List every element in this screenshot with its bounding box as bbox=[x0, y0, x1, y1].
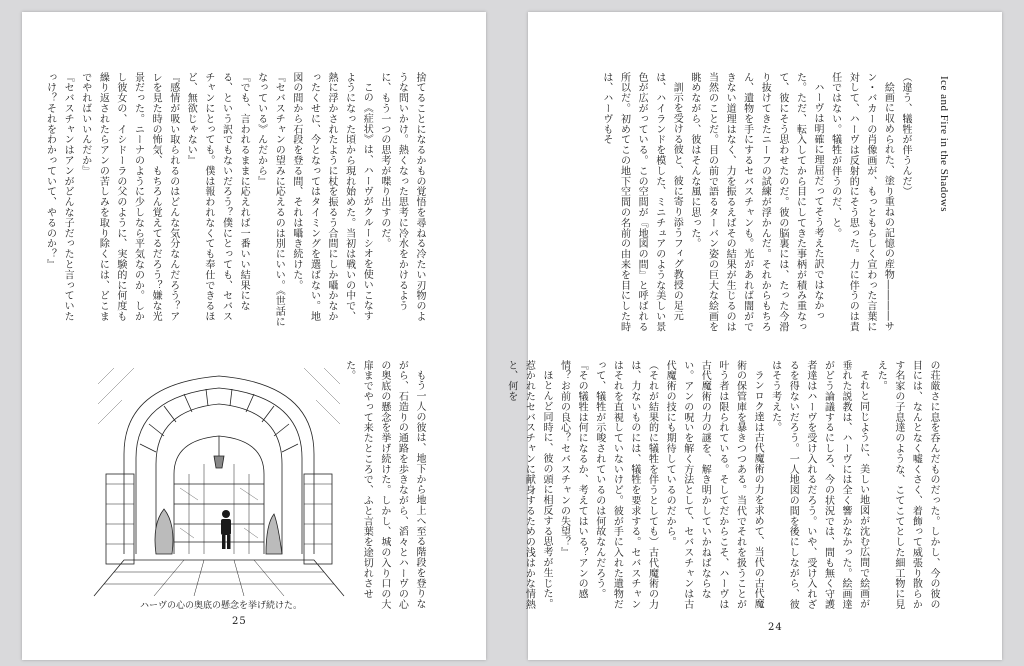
paragraph: 訓示を受ける彼と、彼に寄り添うフィグ教授の足元は、ハイランドを模した、ミニチュアのような美しい景色が広がっている。この空間が『地図の間』と呼ばれる所以だ。初めてこの地下空間の名前の由来を目にした時は、ハーヴもそ bbox=[600, 72, 683, 332]
paragraph: 『セバスチャンの望みに応えるのは別にいい。《世話になっている》んだから』 bbox=[255, 72, 285, 327]
paragraph: ほとんど同時に、彼の頭に相反する思考が生じた。惹かれたセバスチャンに献身するための浅はかな情熱と、何を bbox=[505, 360, 552, 610]
paragraph: ハーヴは明確に理屈だってそう考えた訳ではなかった。ただ、転入してから目にしてきた事柄が積み重なって、彼にそう思わせたのだ。彼の脳裏には、たった今滑り抜けてきたニーフの試練が浮かんだ。それからもちろん、遺物を手にするセバスチャンも。光があれば闇ができない道理はなく、力を振るえばその結果が生じるのは当然のことだ。目の前で語るターバン姿の巨大な絵画を眺めながら、彼はそんな風に思った。 bbox=[688, 72, 824, 332]
paragraph: 『セバスチャンはアンがどんな子だったと言っていたっけ？それをわかっていて、やるのか？』 bbox=[44, 72, 74, 322]
illustration-caption: ハーヴの心の奥底の懸念を挙げ続けた。 bbox=[140, 601, 303, 611]
paragraph: この《症状》は、ハーヴがクルーシオを使いこなすようになった頃から現れ始めた。当初は戦いの中で、熱に浮かされたように杖を振るう合間にしか囁かなかったくせに、今となってはタイミングを選ばない。地図の間から石段を登る間、それは囁き続けた。 bbox=[290, 72, 373, 322]
right-page bbox=[505, 12, 1002, 660]
paragraph: 絵画に収められた、塗り重ねの記憶の産物――――サン・バカーの肖像画が、もっともらしく宣わった言葉に対して、ハーヴは反射的にそう思った。力に伴うのは責任ではない。犠牲が伴うのだ、と。 bbox=[829, 72, 894, 332]
right-page-lower-text bbox=[505, 360, 942, 610]
paragraph: （違う、犠牲が伴うんだ） bbox=[900, 72, 911, 197]
paragraph: 捨てることになるかもの覚悟を尋ねる冷たい刃物のような問いかけ。熱くなった思考に冷水をかけるように、もう一つの思考が喋り出すのだ。 bbox=[378, 72, 425, 322]
paragraph: 『その犠牲は何になるか、考えてはいる？アンの感情？お前の良心？セバスチャンの失望？』 bbox=[558, 360, 588, 600]
paragraph: 『感情が吸い取られるのはどんな気分なんだろう？アレを見た時の怖気、もちろん覚えてるだろう？嫌な光景だった。ニーナのように少しなら平気なのか。しかし彼女の、イシドーラの父のように、実験的に何度も繰り返されたらアンの苦しみを取り除くには、どこまでやればいいんだか』 bbox=[79, 72, 179, 322]
left-page-upper-text bbox=[44, 72, 428, 328]
page-number-right: 24 bbox=[768, 622, 783, 633]
left-page-lower-text bbox=[336, 360, 428, 612]
page-number-left: 25 bbox=[232, 616, 247, 627]
running-head: Ice and Fire in the Shadows bbox=[938, 76, 950, 212]
paragraph: それと同じように、美しい地図が沈む広間で絵画が垂れた説教は、ハーヴには全く響かなかった。絵画達がどう論議するにしろ、今の状況では、間も無く守護者達はハーヴを受け入れるだろう。いや、受け入れざるを得ないだろう。一人地図の間を後にしながら、彼はそう考えた。 bbox=[769, 360, 869, 610]
paragraph: （それが結果的に犠牲を伴うとしても）古代魔術の力は、力ないものには、犠牲を要求する。セバスチャンはそれを直視していないけど。彼が手に入れた遺物だって、犠牲が示唆されているのは何故なんだろう。 bbox=[593, 360, 658, 610]
paragraph: もう一人の彼は、地下から地上へ至る階段を登りながら、石造りの通路を歩きながら、滔々とハーヴの心の奥底の懸念を挙げ続けた。しかし、城の入り口の大扉までやって来たところで、ふと言葉を途切れさせた。 bbox=[343, 360, 425, 610]
paragraph: の荘厳さに息を呑んだものだった。しかし、今の彼の目には、なんとなく嘘くさく、着飾って威張り散らかす名家の子息達のような、こてこてとした細工物に見えた。 bbox=[875, 360, 939, 610]
paragraph: ランロク達は古代魔術の力を求めて、当代の古代魔術の保管庫を暴きつつある。当代でそれを扱うことが叶う者は限られている。そしてだからこそ、ハーヴは古代魔術の力の謎を、解き明かしていかねばならない。アンの呪いを解く方法として、セバスチャンは古代魔術の技にも期待しているのだから。 bbox=[664, 360, 764, 610]
paragraph: 『でも、言われるままに応えれば一番いい結果になる、という訳でもないだろう？僕にとっても、セバスチャンにとっても。僕は報われなくても奉仕できるほど、無欲じゃない』 bbox=[185, 72, 250, 322]
right-page-upper-text bbox=[600, 72, 914, 334]
left-page bbox=[22, 12, 486, 660]
castle-archway-illustration bbox=[94, 364, 344, 596]
